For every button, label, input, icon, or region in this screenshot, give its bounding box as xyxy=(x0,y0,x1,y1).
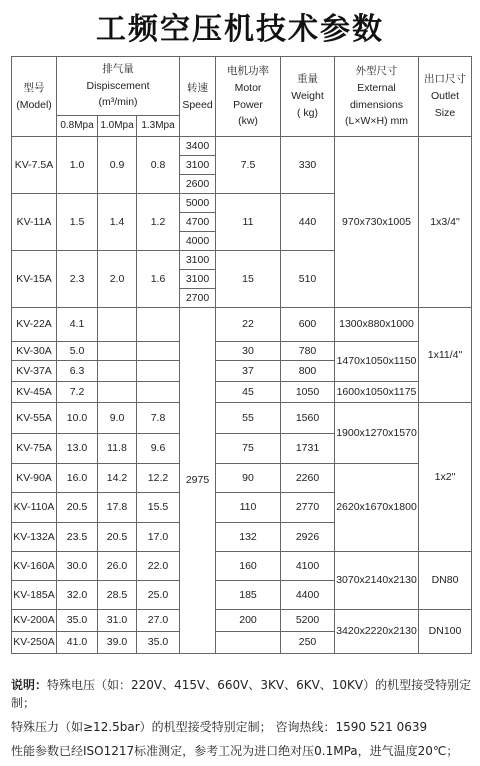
header-speed: 转速 Speed xyxy=(180,57,216,137)
disp-13-cell: 25.0 xyxy=(137,581,180,610)
dims-cell: 1300x880x1000 xyxy=(335,308,419,342)
weight-cell: 600 xyxy=(281,308,335,342)
header-pressure-08: 0.8Mpa xyxy=(57,116,98,137)
weight-cell: 1560 xyxy=(281,403,335,434)
model-cell: KV-45A xyxy=(12,382,57,403)
note-line-2: 特殊压力（如≥12.5bar）的机型接受特别定制； 咨询热线：1590 521 0639 xyxy=(11,720,428,734)
power-cell: 90 xyxy=(216,464,281,493)
disp-13-cell: 0.8 xyxy=(137,137,180,194)
disp-13-cell: 35.0 xyxy=(137,632,180,654)
weight-cell: 5200 xyxy=(281,610,335,632)
disp-08-cell: 6.3 xyxy=(57,361,98,382)
dims-cell: 1900x1270x1570 xyxy=(335,403,419,464)
weight-cell: 4400 xyxy=(281,581,335,610)
disp-13-cell xyxy=(137,342,180,361)
power-cell: 30 xyxy=(216,342,281,361)
power-cell: 110 xyxy=(216,493,281,523)
outlet-cell: 1x3/4" xyxy=(419,137,472,308)
disp-08-cell: 23.5 xyxy=(57,523,98,552)
power-cell: 45 xyxy=(216,382,281,403)
power-cell: 11 xyxy=(216,194,281,251)
disp-08-cell: 20.5 xyxy=(57,493,98,523)
model-cell: KV-11A xyxy=(12,194,57,251)
dims-cell: 1470x1050x1150 xyxy=(335,342,419,382)
disp-10-cell xyxy=(98,342,137,361)
disp-13-cell: 12.2 xyxy=(137,464,180,493)
disp-08-cell: 1.0 xyxy=(57,137,98,194)
speed-cell: 3100 xyxy=(180,251,216,270)
disp-13-cell: 15.5 xyxy=(137,493,180,523)
disp-10-cell: 28.5 xyxy=(98,581,137,610)
speed-cell: 3100 xyxy=(180,270,216,289)
disp-10-cell: 20.5 xyxy=(98,523,137,552)
disp-10-cell: 39.0 xyxy=(98,632,137,654)
disp-10-cell: 31.0 xyxy=(98,610,137,632)
weight-cell: 2770 xyxy=(281,493,335,523)
power-cell: 185 xyxy=(216,581,281,610)
disp-08-cell: 1.5 xyxy=(57,194,98,251)
outlet-cell: 1x11/4" xyxy=(419,308,472,403)
page-title: 工频空压机技术参数 xyxy=(96,12,384,47)
note-label: 说明： xyxy=(11,678,48,692)
disp-08-cell: 35.0 xyxy=(57,610,98,632)
dims-cell: 3420x2220x2130 xyxy=(335,610,419,654)
disp-13-cell xyxy=(137,382,180,403)
weight-cell: 1731 xyxy=(281,434,335,464)
model-cell: KV-30A xyxy=(12,342,57,361)
disp-10-cell xyxy=(98,382,137,403)
disp-13-cell: 7.8 xyxy=(137,403,180,434)
dims-cell: 2620x1670x1800 xyxy=(335,464,419,552)
notes-section xyxy=(11,676,473,766)
disp-13-cell: 1.2 xyxy=(137,194,180,251)
model-cell: KV-55A xyxy=(12,403,57,434)
power-cell: 55 xyxy=(216,403,281,434)
power-cell: 160 xyxy=(216,552,281,581)
disp-10-cell xyxy=(98,308,137,342)
header-displacement: 排气量 Dispiscement (m³/min) xyxy=(57,57,180,116)
spec-table xyxy=(11,56,472,654)
disp-08-cell: 41.0 xyxy=(57,632,98,654)
note-line-1: 说明：特殊电压（如：220V、415V、660V、3KV、6KV、10KV）的机型接受特别定制； xyxy=(11,678,472,710)
speed-cell: 3100 xyxy=(180,156,216,175)
model-cell: KV-185A xyxy=(12,581,57,610)
model-cell: KV-90A xyxy=(12,464,57,493)
dims-cell: 970x730x1005 xyxy=(335,137,419,308)
weight-cell: 1050 xyxy=(281,382,335,403)
header-dimensions: 外型尺寸 External dimensions (L×W×H) mm xyxy=(335,57,419,137)
power-cell: 22 xyxy=(216,308,281,342)
outlet-cell: 1x2" xyxy=(419,403,472,552)
disp-08-cell: 13.0 xyxy=(57,434,98,464)
weight-cell: 2260 xyxy=(281,464,335,493)
weight-cell: 330 xyxy=(281,137,335,194)
header-weight: 重量 Weight ( kg) xyxy=(281,57,335,137)
power-cell: 200 xyxy=(216,610,281,632)
outlet-cell: DN100 xyxy=(419,610,472,654)
disp-10-cell: 9.0 xyxy=(98,403,137,434)
disp-10-cell: 17.8 xyxy=(98,493,137,523)
disp-10-cell xyxy=(98,361,137,382)
model-cell: KV-200A xyxy=(12,610,57,632)
header-power: 电机功率 Motor Power (kw) xyxy=(216,57,281,137)
disp-08-cell: 7.2 xyxy=(57,382,98,403)
disp-13-cell xyxy=(137,308,180,342)
disp-10-cell: 11.8 xyxy=(98,434,137,464)
model-cell: KV-22A xyxy=(12,308,57,342)
disp-08-cell: 16.0 xyxy=(57,464,98,493)
disp-10-cell: 14.2 xyxy=(98,464,137,493)
disp-13-cell: 17.0 xyxy=(137,523,180,552)
weight-cell: 510 xyxy=(281,251,335,308)
header-outlet: 出口尺寸 Outlet Size xyxy=(419,57,472,137)
header-pressure-10: 1.0Mpa xyxy=(98,116,137,137)
power-cell: 250 xyxy=(281,632,335,654)
model-cell: KV-7.5A xyxy=(12,137,57,194)
disp-10-cell: 26.0 xyxy=(98,552,137,581)
power-cell: 7.5 xyxy=(216,137,281,194)
disp-13-cell: 1.6 xyxy=(137,251,180,308)
weight-cell: 2926 xyxy=(281,523,335,552)
power-cell: 132 xyxy=(216,523,281,552)
disp-08-cell: 32.0 xyxy=(57,581,98,610)
dims-cell: 1600x1050x1175 xyxy=(335,382,419,403)
disp-13-cell: 27.0 xyxy=(137,610,180,632)
disp-08-cell: 2.3 xyxy=(57,251,98,308)
disp-10-cell: 0.9 xyxy=(98,137,137,194)
disp-08-cell: 4.1 xyxy=(57,308,98,342)
power-cell: 37 xyxy=(216,361,281,382)
disp-13-cell: 22.0 xyxy=(137,552,180,581)
disp-08-cell: 30.0 xyxy=(57,552,98,581)
disp-13-cell: 9.6 xyxy=(137,434,180,464)
speed-cell: 2700 xyxy=(180,289,216,308)
speed-cell: 4000 xyxy=(180,232,216,251)
disp-08-cell: 10.0 xyxy=(57,403,98,434)
model-cell: KV-37A xyxy=(12,361,57,382)
speed-cell xyxy=(216,632,281,654)
disp-10-cell: 2.0 xyxy=(98,251,137,308)
outlet-cell: DN80 xyxy=(419,552,472,610)
disp-08-cell: 5.0 xyxy=(57,342,98,361)
power-cell: 75 xyxy=(216,434,281,464)
model-cell: KV-132A xyxy=(12,523,57,552)
speed-cell: 3400 xyxy=(180,137,216,156)
model-cell: KV-110A xyxy=(12,493,57,523)
speed-cell: 5000 xyxy=(180,194,216,213)
header-model: 型号 (Model) xyxy=(12,57,57,137)
weight-cell: 440 xyxy=(281,194,335,251)
weight-cell: 780 xyxy=(281,342,335,361)
speed-cell: 4700 xyxy=(180,213,216,232)
note-line-3: 性能参数已经ISO1217标准测定，参考工况为进口绝对压0.1MPa，进气温度20℃； xyxy=(11,744,459,758)
power-cell: 15 xyxy=(216,251,281,308)
model-cell: KV-250A xyxy=(12,632,57,654)
model-cell: KV-15A xyxy=(12,251,57,308)
speed-cell: 2600 xyxy=(180,175,216,194)
speed-common-cell: 2975 xyxy=(180,308,216,654)
weight-cell: 4100 xyxy=(281,552,335,581)
dims-cell: 3070x2140x2130 xyxy=(335,552,419,610)
header-pressure-13: 1.3Mpa xyxy=(137,116,180,137)
model-cell: KV-160A xyxy=(12,552,57,581)
disp-10-cell: 1.4 xyxy=(98,194,137,251)
model-cell: KV-75A xyxy=(12,434,57,464)
disp-13-cell xyxy=(137,361,180,382)
weight-cell: 800 xyxy=(281,361,335,382)
